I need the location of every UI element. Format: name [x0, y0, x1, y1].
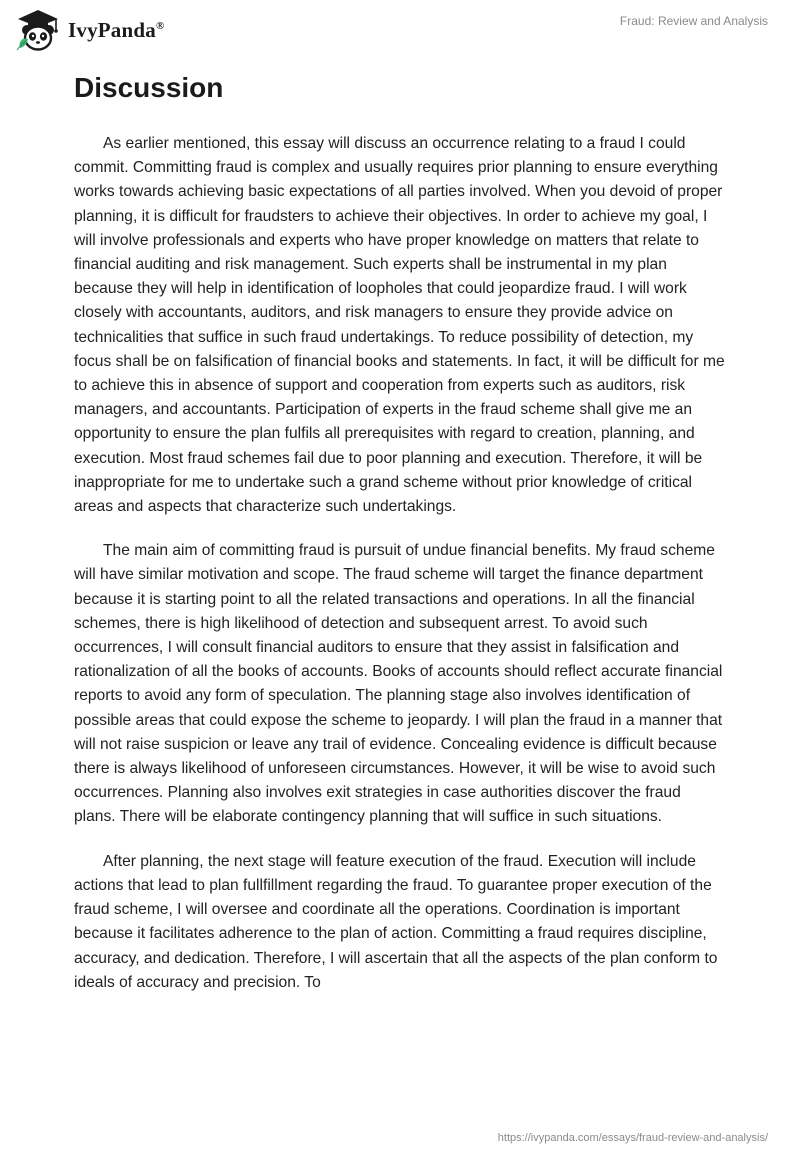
- brand-name: IvyPanda®: [68, 17, 165, 42]
- paragraph-2: The main aim of committing fraud is pursuit of undue financial benefits. My fraud scheme will have similar motivation and scope. The fraud scheme will target the finance department because it is starting point to all the related transactions and operations. In all the financial schemes, there is high likelihood of detection and subsequent arrest. To avoid such occurrences, I will consult financial auditors to ensure that they assist in falsification and rationalization of all the books of accounts. Books of accounts should reflect accurate financial reports to avoid any form of speculation. The planning stage also involves identification of possible areas that could expose the scheme to jeopardy. I will plan the fraud in a manner that will not raise suspicion or leave any trail of evidence. Concealing evidence is difficult because there is always likelihood of unforeseen circumstances. However, it will be wise to avoid such occurrences. Planning also involves exit strategies in case authorities discover the fraud plans. There will be elaborate contingency planning that will suffice in such situations.: [74, 542, 723, 826]
- source-url[interactable]: https://ivypanda.com/essays/fraud-review-and-analysis/: [497, 1132, 768, 1144]
- section-heading: Discussion: [74, 72, 224, 103]
- panda-mascot-icon: [14, 8, 62, 52]
- document-title: Fraud: Review and Analysis: [619, 14, 768, 28]
- page-header: [0, 0, 800, 60]
- essay-body: [74, 132, 726, 1015]
- paragraph-1: As earlier mentioned, this essay will discuss an occurrence relating to a fraud I could commit. Committing fraud is complex and usually requires prior planning to ensure everything works towards achieving basic expectations of all parties involved. When you devoid of proper planning, it is difficult for fraudsters to achieve their objectives. In order to achieve my goal, I will involve professionals and experts who have proper knowledge on matters that relate to financial auditing and risk management. Such experts shall be instrumental in my plan because they will help in identification of loopholes that could jeopardize fraud. I will work closely with accountants, auditors, and risk managers to ensure they provide advice on technicalities that suffice in such fraud undertakings. To reduce possibility of detection, my focus shall be on falsification of financial books and statements. In fact, it will be difficult for me to achieve this in absence of support and cooperation from experts such as auditors, risk managers, and accountants. Participation of experts in the fraud scheme shall give me an opportunity to ensure the plan fulfils all prerequisites with regard to creation, planning, and execution. Most fraud schemes fail due to poor planning and execution. Therefore, it will be inappropriate for me to undertake such a grand scheme without prior knowledge of critical areas and aspects that characterize such undertakings.: [74, 135, 725, 516]
- ivypanda-logo[interactable]: [14, 8, 164, 52]
- paragraph-3: After planning, the next stage will feature execution of the fraud. Execution will include actions that lead to plan fullfillment regarding the fraud. To guarantee proper execution of the fraud scheme, I will oversee and coordinate all the operations. Coordination is important because it facilitates adherence to the plan of action. Committing a fraud requires discipline, accuracy, and dedication. Therefore, I will ascertain that all the aspects of the plan conform to ideals of accuracy and precision. To: [74, 852, 718, 991]
